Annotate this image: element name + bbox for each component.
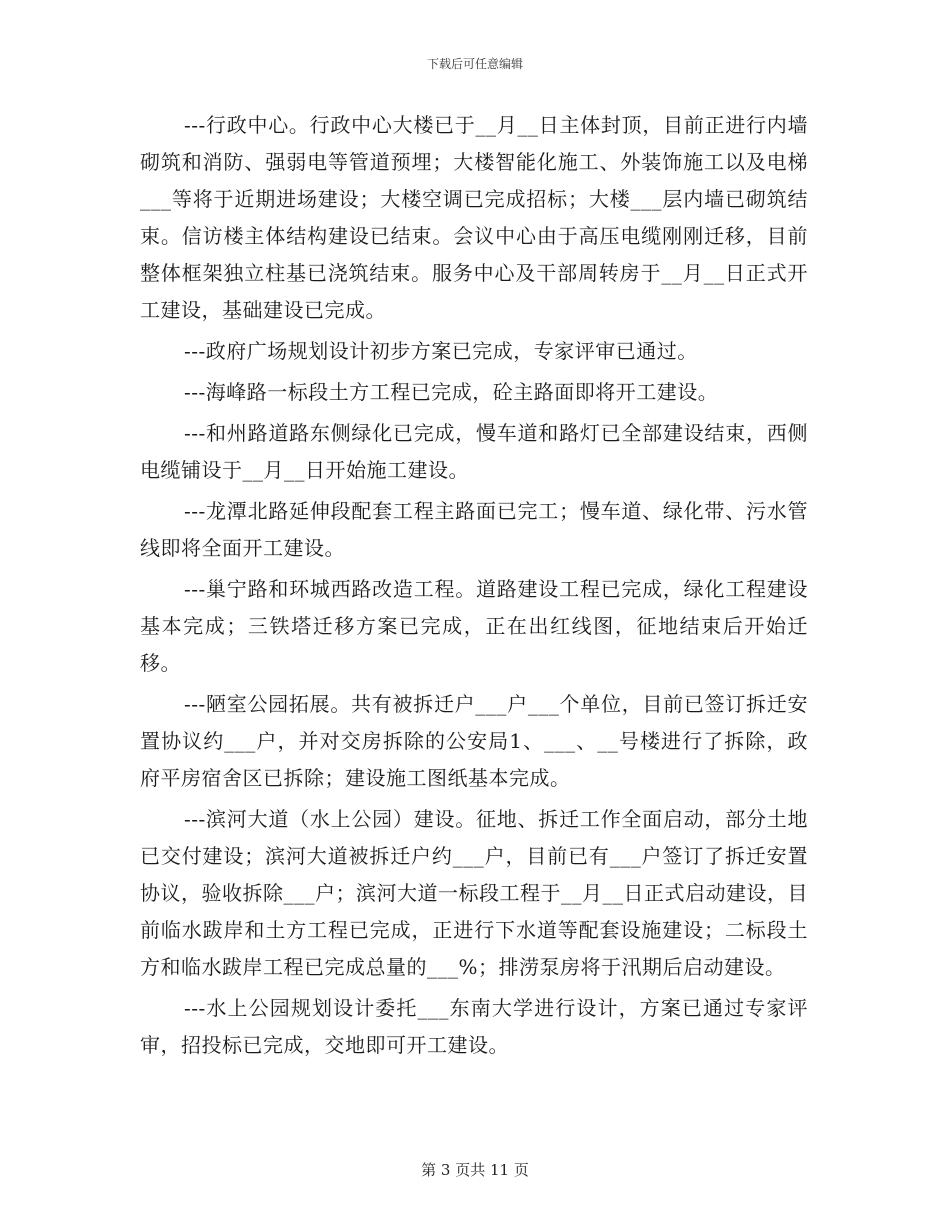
paragraph-binhe-avenue: ---滨河大道（水上公园）建设。征地、拆迁工作全面启动，部分土地已交付建设；滨河大道被拆迁户约___户，目前已有___户签订了拆迁安置协议，验收拆除___户；滨河大道一标段工程于__月__日正式启动建设，目前临水跋岸和土方工程已完成，正进行下水道等配套设施建设；二标段土方和临水跋岸工程已完成总量的___%；排涝泵房将于汛期后启动建设。 xyxy=(140,807,808,979)
document-body xyxy=(140,107,808,1068)
page-header: 下载后可任意编辑 xyxy=(426,57,523,71)
paragraph-government-square: ---政府广场规划设计初步方案已完成，专家评审已通过。 xyxy=(184,339,698,363)
page-number: 第 3 页共 11 页 xyxy=(421,1161,529,1179)
paragraph-water-park-design: ---水上公园规划设计委托___东南大学进行设计，方案已通过专家评审，招投标已完成，交地即可开工建设。 xyxy=(140,996,808,1057)
paragraph-chaoning-road: ---巢宁路和环城西路改造工程。道路建设工程已完成，绿化工程建设基本完成；三铁塔迁移方案已完成，正在出红线图，征地结束后开始迁移。 xyxy=(140,577,808,675)
paragraph-haifeng-road: ---海峰路一标段土方工程已完成，砼主路面即将开工建设。 xyxy=(184,380,719,404)
paragraph-hezhou-road: ---和州路道路东侧绿化已完成，慢车道和路灯已全部建设结束，西侧电缆铺设于__月__日开始施工建设。 xyxy=(140,421,808,482)
paragraph-longtan-north-road: ---龙潭北路延伸段配套工程主路面已完工；慢车道、绿化带、污水管线即将全面开工建设。 xyxy=(140,499,808,560)
paragraph-loushi-park: ---陋室公园拓展。共有被拆迁户___户___个单位，目前已签订拆迁安置协议约___户，并对交房拆除的公安局1、___、__号楼进行了拆除，政府平房宿舍区已拆除；建设施工图纸基本完成。 xyxy=(140,692,808,790)
paragraph-admin-center: ---行政中心。行政中心大楼已于__月__日主体封顶，目前正进行内墙砌筑和消防、强弱电等管道预埋；大楼智能化施工、外装饰施工以及电梯___等将于近期进场建设；大楼空调已完成招标；大楼___层内墙已砌筑结束。信访楼主体结构建设已结束。会议中心由于高压电缆刚刚迁移，目前整体框架独立柱基已浇筑结束。服务中心及干部周转房于__月__日正式开工建设，基础建设已完成。 xyxy=(140,113,808,322)
